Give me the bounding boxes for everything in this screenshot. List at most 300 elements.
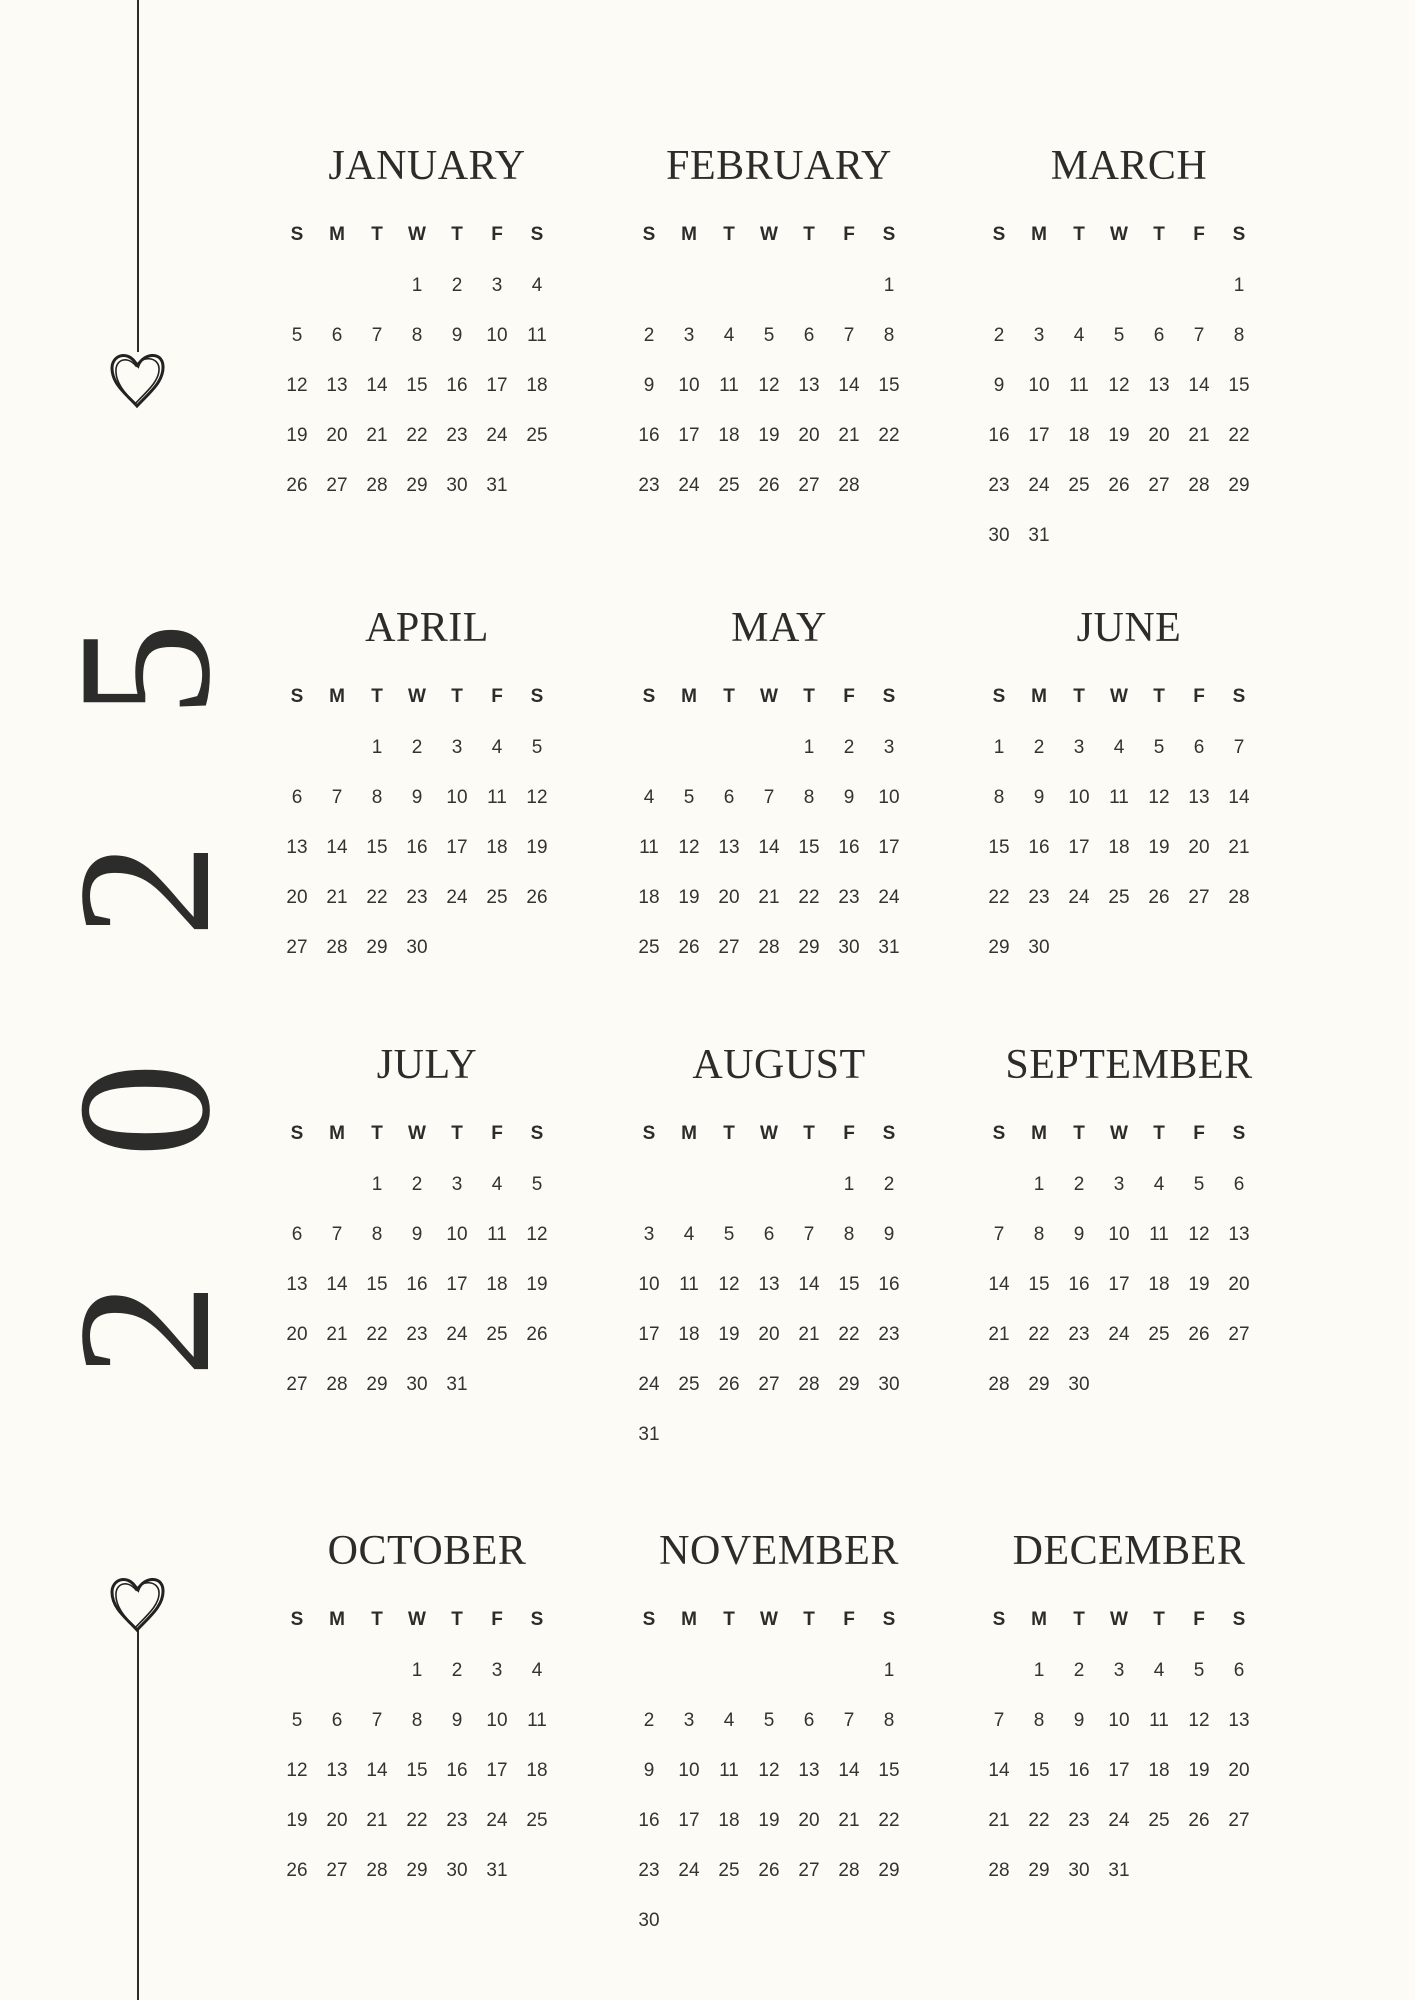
- day-cell: 7: [803, 1224, 815, 1245]
- day-cell: 8: [883, 325, 895, 346]
- day-cell: 13: [758, 1274, 780, 1295]
- day-cell: 10: [1108, 1710, 1130, 1731]
- day-cell: 1: [371, 737, 383, 758]
- day-cell: 24: [678, 475, 700, 496]
- day-cell: 10: [446, 1224, 468, 1245]
- day-cell: 28: [1228, 887, 1250, 908]
- weekday-header: T: [371, 1123, 383, 1144]
- day-cell: 31: [638, 1424, 660, 1445]
- day-cell: 25: [526, 1810, 548, 1831]
- day-cell: 28: [838, 475, 860, 496]
- day-cell: 30: [406, 937, 428, 958]
- weekday-header: T: [1073, 1609, 1085, 1630]
- month-title: FEBRUARY: [666, 143, 892, 189]
- day-cell: 15: [838, 1274, 860, 1295]
- bottom-hanging-line: [137, 1628, 139, 2000]
- day-cell: 3: [1033, 325, 1045, 346]
- day-cell: 28: [798, 1374, 820, 1395]
- day-cell: 1: [1033, 1174, 1045, 1195]
- day-cell: 24: [638, 1374, 660, 1395]
- day-cell: 16: [838, 837, 860, 858]
- day-cell: 4: [723, 1710, 735, 1731]
- day-cell: 12: [286, 1760, 308, 1781]
- day-cell: 14: [758, 837, 780, 858]
- day-cell: 3: [451, 1174, 463, 1195]
- day-cell: 2: [643, 325, 655, 346]
- day-cell: 14: [1188, 375, 1210, 396]
- day-cell: 6: [723, 787, 735, 808]
- day-cell: 2: [1073, 1660, 1085, 1681]
- day-cell: 2: [993, 325, 1005, 346]
- month-title: SEPTEMBER: [1005, 1042, 1253, 1088]
- weekday-header: M: [329, 224, 345, 245]
- day-cell: 17: [446, 837, 468, 858]
- day-cell: 18: [526, 1760, 548, 1781]
- day-cell: 19: [1108, 425, 1130, 446]
- month-title: JUNE: [1076, 605, 1182, 651]
- day-cell: 17: [1108, 1274, 1130, 1295]
- day-cell: 18: [1108, 837, 1130, 858]
- day-cell: 6: [803, 325, 815, 346]
- day-cell: 25: [1148, 1810, 1170, 1831]
- day-cell: 5: [723, 1224, 735, 1245]
- day-cell: 9: [993, 375, 1005, 396]
- day-cell: 19: [286, 425, 308, 446]
- weekday-header: W: [1110, 1609, 1128, 1630]
- weekday-header: W: [760, 686, 778, 707]
- year-digit: 2: [40, 842, 250, 938]
- day-cell: 14: [838, 375, 860, 396]
- day-cell: 5: [763, 1710, 775, 1731]
- weekday-header: S: [992, 224, 1006, 245]
- day-cell: 30: [838, 937, 860, 958]
- day-cell: 14: [366, 375, 388, 396]
- day-cell: 13: [286, 837, 308, 858]
- day-cell: 8: [883, 1710, 895, 1731]
- day-cell: 20: [1148, 425, 1170, 446]
- day-cell: 11: [527, 1710, 547, 1731]
- day-cell: 13: [1148, 375, 1170, 396]
- day-cell: 5: [1113, 325, 1125, 346]
- day-cell: 10: [678, 1760, 700, 1781]
- day-cell: 15: [366, 1274, 388, 1295]
- day-cell: 3: [491, 275, 503, 296]
- day-cell: 26: [526, 887, 548, 908]
- day-cell: 22: [366, 887, 388, 908]
- day-cell: 15: [878, 375, 900, 396]
- day-cell: 11: [679, 1274, 699, 1295]
- day-cell: 13: [326, 1760, 348, 1781]
- weekday-header: T: [1153, 686, 1165, 707]
- day-cell: 17: [1108, 1760, 1130, 1781]
- day-cell: 29: [406, 475, 428, 496]
- day-cell: 3: [1113, 1660, 1125, 1681]
- day-cell: 29: [406, 1860, 428, 1881]
- day-cell: 7: [1193, 325, 1205, 346]
- day-cell: 5: [291, 1710, 303, 1731]
- month-title: JANUARY: [328, 143, 526, 189]
- day-cell: 12: [718, 1274, 740, 1295]
- day-cell: 8: [1033, 1710, 1045, 1731]
- day-cell: 13: [798, 375, 820, 396]
- day-cell: 9: [883, 1224, 895, 1245]
- year-vertical: [40, 570, 250, 1430]
- month-title: NOVEMBER: [659, 1528, 899, 1574]
- day-cell: 5: [1153, 737, 1165, 758]
- day-cell: 15: [366, 837, 388, 858]
- weekday-header: S: [1232, 1123, 1246, 1144]
- day-cell: 10: [1068, 787, 1090, 808]
- day-cell: 12: [526, 787, 548, 808]
- weekday-header: T: [1073, 686, 1085, 707]
- weekday-header: S: [530, 224, 544, 245]
- day-cell: 29: [366, 1374, 388, 1395]
- day-cell: 3: [683, 325, 695, 346]
- year-digit: 2: [40, 1282, 250, 1378]
- weekday-header: T: [723, 1123, 735, 1144]
- day-cell: 10: [878, 787, 900, 808]
- day-cell: 25: [1148, 1324, 1170, 1345]
- day-cell: 3: [643, 1224, 655, 1245]
- day-cell: 17: [638, 1324, 660, 1345]
- day-cell: 21: [366, 425, 388, 446]
- day-cell: 23: [1028, 887, 1050, 908]
- day-cell: 20: [1188, 837, 1210, 858]
- day-cell: 5: [531, 1174, 543, 1195]
- day-cell: 21: [838, 1810, 860, 1831]
- day-cell: 16: [878, 1274, 900, 1295]
- day-cell: 15: [1228, 375, 1250, 396]
- day-cell: 26: [718, 1374, 740, 1395]
- weekday-header: S: [530, 686, 544, 707]
- day-cell: 28: [758, 937, 780, 958]
- weekday-header: W: [408, 686, 426, 707]
- weekday-header: W: [760, 1123, 778, 1144]
- weekday-header: T: [1153, 1609, 1165, 1630]
- day-cell: 24: [1028, 475, 1050, 496]
- day-cell: 7: [371, 325, 383, 346]
- weekday-header: W: [408, 1123, 426, 1144]
- day-cell: 11: [1069, 375, 1089, 396]
- day-cell: 28: [838, 1860, 860, 1881]
- day-cell: 21: [326, 1324, 348, 1345]
- day-cell: 24: [1068, 887, 1090, 908]
- day-cell: 4: [683, 1224, 695, 1245]
- day-cell: 26: [286, 1860, 308, 1881]
- day-cell: 16: [638, 1810, 660, 1831]
- day-cell: 26: [1188, 1810, 1210, 1831]
- day-cell: 2: [411, 1174, 423, 1195]
- weekday-header: M: [681, 1123, 697, 1144]
- day-cell: 26: [758, 475, 780, 496]
- day-cell: 14: [1228, 787, 1250, 808]
- day-cell: 29: [878, 1860, 900, 1881]
- weekday-header: S: [290, 224, 304, 245]
- day-cell: 11: [1149, 1224, 1169, 1245]
- day-cell: 9: [1073, 1224, 1085, 1245]
- weekday-header: F: [491, 1609, 503, 1630]
- day-cell: 6: [291, 787, 303, 808]
- weekday-header: W: [760, 1609, 778, 1630]
- day-cell: 4: [531, 1660, 543, 1681]
- weekday-header: S: [882, 224, 896, 245]
- day-cell: 7: [763, 787, 775, 808]
- weekday-header: M: [681, 686, 697, 707]
- day-cell: 20: [326, 425, 348, 446]
- day-cell: 9: [1033, 787, 1045, 808]
- day-cell: 21: [1228, 837, 1250, 858]
- day-cell: 5: [763, 325, 775, 346]
- day-cell: 1: [843, 1174, 855, 1195]
- day-cell: 11: [487, 787, 507, 808]
- day-cell: 15: [406, 375, 428, 396]
- day-cell: 23: [406, 1324, 428, 1345]
- weekday-header: S: [1232, 1609, 1246, 1630]
- day-cell: 4: [1153, 1174, 1165, 1195]
- weekday-header: M: [681, 224, 697, 245]
- day-cell: 15: [1028, 1274, 1050, 1295]
- day-cell: 16: [988, 425, 1010, 446]
- day-cell: 11: [1109, 787, 1129, 808]
- day-cell: 17: [1068, 837, 1090, 858]
- day-cell: 17: [446, 1274, 468, 1295]
- day-cell: 7: [993, 1224, 1005, 1245]
- day-cell: 20: [758, 1324, 780, 1345]
- day-cell: 14: [988, 1274, 1010, 1295]
- day-cell: 23: [1068, 1810, 1090, 1831]
- weekday-header: T: [451, 1123, 463, 1144]
- day-cell: 20: [1228, 1760, 1250, 1781]
- weekday-header: T: [451, 224, 463, 245]
- day-cell: 15: [988, 837, 1010, 858]
- day-cell: 25: [486, 1324, 508, 1345]
- day-cell: 23: [638, 475, 660, 496]
- day-cell: 17: [678, 425, 700, 446]
- weekday-header: M: [1031, 686, 1047, 707]
- day-cell: 12: [758, 1760, 780, 1781]
- day-cell: 28: [988, 1860, 1010, 1881]
- day-cell: 25: [638, 937, 660, 958]
- day-cell: 7: [371, 1710, 383, 1731]
- day-cell: 28: [1188, 475, 1210, 496]
- day-cell: 19: [678, 887, 700, 908]
- day-cell: 19: [286, 1810, 308, 1831]
- day-cell: 19: [1188, 1760, 1210, 1781]
- day-cell: 21: [1188, 425, 1210, 446]
- day-cell: 22: [1028, 1324, 1050, 1345]
- day-cell: 27: [286, 1374, 308, 1395]
- weekday-header: F: [843, 1123, 855, 1144]
- day-cell: 2: [1073, 1174, 1085, 1195]
- day-cell: 6: [291, 1224, 303, 1245]
- day-cell: 27: [798, 475, 820, 496]
- month-title: MAY: [731, 605, 827, 651]
- day-cell: 24: [1108, 1810, 1130, 1831]
- weekday-header: F: [843, 1609, 855, 1630]
- day-cell: 13: [718, 837, 740, 858]
- weekday-header: T: [803, 686, 815, 707]
- day-cell: 30: [446, 1860, 468, 1881]
- day-cell: 24: [446, 1324, 468, 1345]
- day-cell: 29: [1028, 1860, 1050, 1881]
- day-cell: 13: [1188, 787, 1210, 808]
- weekday-header: F: [1193, 686, 1205, 707]
- day-cell: 20: [326, 1810, 348, 1831]
- month-title: JULY: [376, 1042, 478, 1088]
- day-cell: 4: [1153, 1660, 1165, 1681]
- weekday-header: F: [1193, 1609, 1205, 1630]
- day-cell: 24: [878, 887, 900, 908]
- weekday-header: T: [371, 1609, 383, 1630]
- day-cell: 20: [718, 887, 740, 908]
- weekday-header: S: [642, 224, 656, 245]
- weekday-header: S: [642, 1609, 656, 1630]
- month-title: AUGUST: [692, 1042, 866, 1088]
- day-cell: 19: [526, 1274, 548, 1295]
- day-cell: 8: [1233, 325, 1245, 346]
- weekday-header: F: [491, 1123, 503, 1144]
- day-cell: 5: [531, 737, 543, 758]
- day-cell: 13: [798, 1760, 820, 1781]
- day-cell: 12: [1188, 1710, 1210, 1731]
- day-cell: 22: [988, 887, 1010, 908]
- day-cell: 10: [638, 1274, 660, 1295]
- weekday-header: S: [882, 1609, 896, 1630]
- day-cell: 9: [643, 375, 655, 396]
- year-digit: 0: [40, 1062, 250, 1158]
- day-cell: 8: [803, 787, 815, 808]
- weekday-header: T: [1073, 1123, 1085, 1144]
- day-cell: 2: [883, 1174, 895, 1195]
- day-cell: 10: [486, 325, 508, 346]
- day-cell: 17: [1028, 425, 1050, 446]
- day-cell: 18: [718, 1810, 740, 1831]
- weekday-header: W: [408, 1609, 426, 1630]
- day-cell: 24: [486, 1810, 508, 1831]
- day-cell: 17: [678, 1810, 700, 1831]
- weekday-header: S: [290, 1609, 304, 1630]
- day-cell: 23: [988, 475, 1010, 496]
- day-cell: 13: [286, 1274, 308, 1295]
- month-title: DECEMBER: [1012, 1528, 1246, 1574]
- day-cell: 29: [798, 937, 820, 958]
- day-cell: 6: [1153, 325, 1165, 346]
- day-cell: 2: [1033, 737, 1045, 758]
- day-cell: 9: [643, 1760, 655, 1781]
- day-cell: 27: [326, 1860, 348, 1881]
- day-cell: 9: [451, 325, 463, 346]
- day-cell: 14: [326, 1274, 348, 1295]
- day-cell: 24: [1108, 1324, 1130, 1345]
- day-cell: 26: [1108, 475, 1130, 496]
- day-cell: 15: [878, 1760, 900, 1781]
- day-cell: 22: [838, 1324, 860, 1345]
- day-cell: 31: [878, 937, 900, 958]
- day-cell: 22: [798, 887, 820, 908]
- day-cell: 16: [1028, 837, 1050, 858]
- day-cell: 11: [487, 1224, 507, 1245]
- day-cell: 23: [1068, 1324, 1090, 1345]
- day-cell: 25: [1068, 475, 1090, 496]
- weekday-header: S: [882, 686, 896, 707]
- day-cell: 15: [406, 1760, 428, 1781]
- day-cell: 22: [1028, 1810, 1050, 1831]
- weekday-header: S: [642, 686, 656, 707]
- day-cell: 26: [758, 1860, 780, 1881]
- day-cell: 21: [988, 1810, 1010, 1831]
- day-cell: 12: [526, 1224, 548, 1245]
- day-cell: 16: [1068, 1274, 1090, 1295]
- day-cell: 26: [286, 475, 308, 496]
- weekday-header: M: [1031, 1123, 1047, 1144]
- day-cell: 27: [326, 475, 348, 496]
- day-cell: 23: [838, 887, 860, 908]
- day-cell: 3: [1073, 737, 1085, 758]
- day-cell: 6: [331, 1710, 343, 1731]
- day-cell: 13: [326, 375, 348, 396]
- day-cell: 23: [878, 1324, 900, 1345]
- weekday-header: S: [992, 686, 1006, 707]
- day-cell: 28: [366, 1860, 388, 1881]
- weekday-header: S: [290, 686, 304, 707]
- day-cell: 11: [639, 837, 659, 858]
- day-cell: 26: [1148, 887, 1170, 908]
- day-cell: 4: [491, 737, 503, 758]
- day-cell: 1: [1033, 1660, 1045, 1681]
- weekday-header: F: [1193, 1123, 1205, 1144]
- day-cell: 17: [486, 1760, 508, 1781]
- day-cell: 8: [1033, 1224, 1045, 1245]
- day-cell: 16: [1068, 1760, 1090, 1781]
- day-cell: 7: [331, 787, 343, 808]
- day-cell: 9: [451, 1710, 463, 1731]
- day-cell: 1: [411, 1660, 423, 1681]
- day-cell: 12: [286, 375, 308, 396]
- weekday-header: S: [992, 1609, 1006, 1630]
- day-cell: 31: [486, 1860, 508, 1881]
- weekday-header: W: [408, 224, 426, 245]
- day-cell: 1: [883, 275, 895, 296]
- day-cell: 6: [803, 1710, 815, 1731]
- weekday-header: T: [803, 1123, 815, 1144]
- day-cell: 8: [843, 1224, 855, 1245]
- weekday-header: S: [642, 1123, 656, 1144]
- day-cell: 3: [451, 737, 463, 758]
- day-cell: 31: [486, 475, 508, 496]
- day-cell: 11: [1149, 1710, 1169, 1731]
- day-cell: 21: [838, 425, 860, 446]
- day-cell: 4: [723, 325, 735, 346]
- weekday-header: M: [329, 686, 345, 707]
- day-cell: 2: [411, 737, 423, 758]
- weekday-header: S: [882, 1123, 896, 1144]
- day-cell: 31: [1108, 1860, 1130, 1881]
- day-cell: 15: [798, 837, 820, 858]
- day-cell: 12: [1108, 375, 1130, 396]
- weekday-header: T: [723, 1609, 735, 1630]
- day-cell: 27: [1228, 1810, 1250, 1831]
- day-cell: 7: [843, 325, 855, 346]
- month-title: APRIL: [365, 605, 489, 651]
- day-cell: 4: [491, 1174, 503, 1195]
- day-cell: 30: [446, 475, 468, 496]
- day-cell: 26: [1188, 1324, 1210, 1345]
- weekday-header: T: [371, 224, 383, 245]
- weekday-header: S: [992, 1123, 1006, 1144]
- day-cell: 6: [763, 1224, 775, 1245]
- day-cell: 16: [406, 1274, 428, 1295]
- day-cell: 25: [718, 1860, 740, 1881]
